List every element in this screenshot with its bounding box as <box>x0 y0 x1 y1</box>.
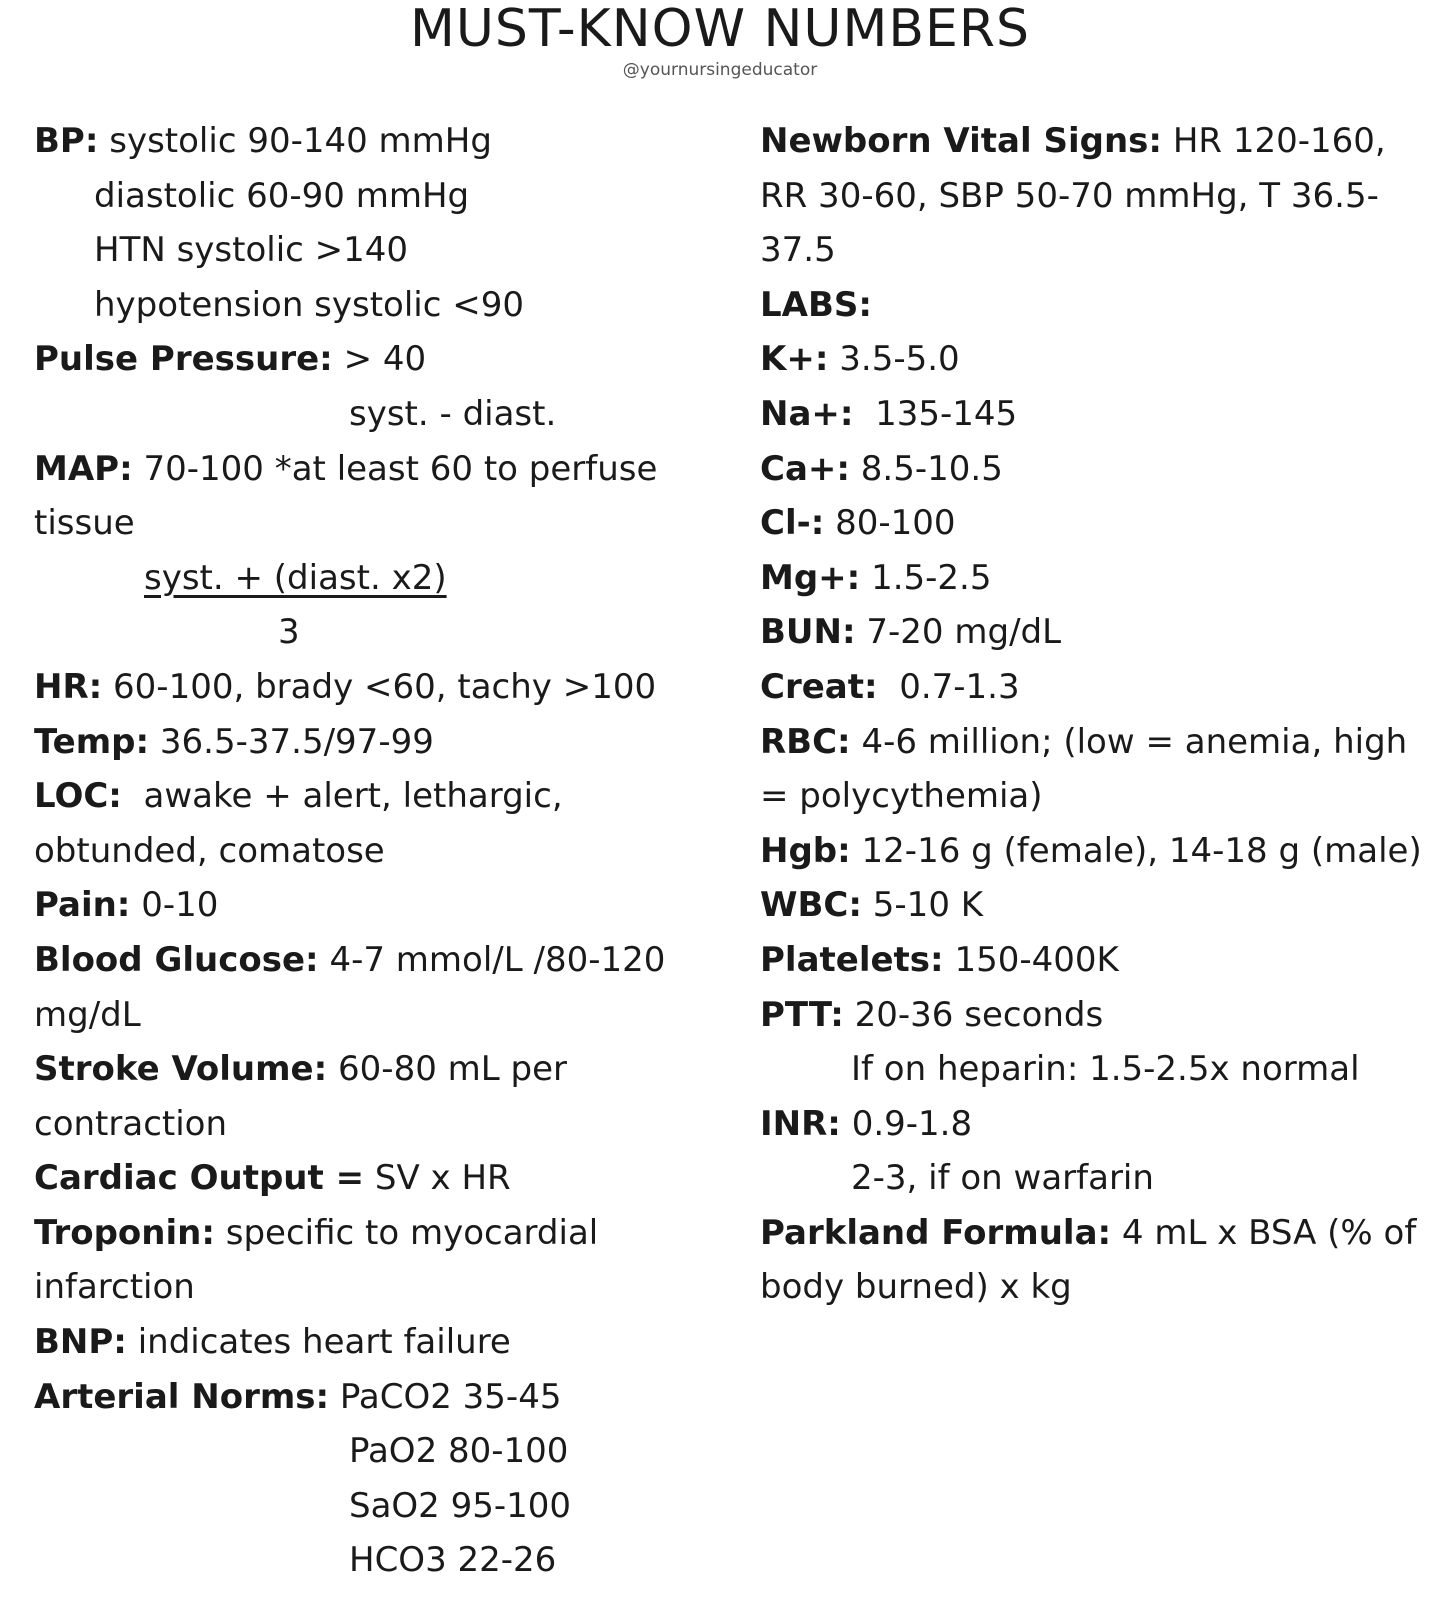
wbc-value: 5-10 K <box>872 885 984 926</box>
map-numerator-text: syst. + (diast. x2) <box>144 557 447 598</box>
arterial-pao2: PaO2 80-100 <box>349 1431 569 1472</box>
platelets-row <box>760 933 1440 988</box>
platelets-value: 150-400K <box>954 939 1119 980</box>
cardiac-output-row <box>34 1151 734 1206</box>
magnesium-label: Mg+: <box>760 557 861 598</box>
potassium-value: 3.5-5.0 <box>839 339 960 380</box>
pain-row <box>34 878 734 933</box>
troponin-continued: infarction <box>34 1267 195 1308</box>
wbc-label: WBC: <box>760 885 862 926</box>
sodium-value: 135-145 <box>875 393 1018 434</box>
bp-hypotension: hypotension systolic <90 <box>94 284 524 325</box>
temp-value: 36.5-37.5/97-99 <box>159 721 434 762</box>
rbc-continued: = polycythemia) <box>760 776 1043 817</box>
blood-glucose-row <box>34 933 734 988</box>
ptt-row <box>760 988 1440 1043</box>
map-row <box>34 442 734 497</box>
platelets-label: Platelets: <box>760 939 944 980</box>
blood-glucose-continued: mg/dL <box>34 994 141 1035</box>
potassium-row <box>760 332 1440 387</box>
stroke-volume-value: 60-80 mL per <box>338 1049 567 1090</box>
magnesium-value: 1.5-2.5 <box>871 557 992 598</box>
labs-label: LABS: <box>760 284 872 325</box>
newborn-value: HR 120-160, <box>1172 121 1386 161</box>
temp-label: Temp: <box>34 721 150 762</box>
wbc-row <box>760 878 1440 933</box>
calcium-label: Ca+: <box>760 448 850 489</box>
map-label: MAP: <box>34 448 133 489</box>
pain-label: Pain: <box>34 885 131 926</box>
chloride-row <box>760 496 1440 551</box>
parkland-label: Parkland Formula: <box>760 1212 1112 1253</box>
inr-row <box>760 1097 1440 1152</box>
map-formula-numerator <box>34 551 734 606</box>
map-value: 70-100 *at least 60 to perfuse <box>143 448 658 489</box>
bp-diastolic: diastolic 60-90 mmHg <box>94 175 470 216</box>
newborn-continued: RR 30-60, SBP 50-70 mmHg, T 36.5- <box>760 175 1379 216</box>
creatinine-label: Creat: <box>760 666 878 707</box>
labs-heading <box>760 278 1440 333</box>
bnp-value: indicates heart failure <box>137 1322 511 1363</box>
bp-systolic: systolic 90-140 mmHg <box>109 121 492 161</box>
troponin-row <box>34 1206 734 1261</box>
arterial-sao2: SaO2 95-100 <box>349 1485 572 1526</box>
pain-value: 0-10 <box>141 885 219 926</box>
bp-row <box>34 114 734 169</box>
potassium-label: K+: <box>760 339 829 380</box>
parkland-row <box>760 1206 1440 1261</box>
sodium-label: Na+: <box>760 393 854 434</box>
chloride-label: Cl-: <box>760 503 825 544</box>
cardiac-output-value: SV x HR <box>374 1158 511 1199</box>
pulse-pressure-value: > 40 <box>343 339 427 380</box>
left-column <box>34 114 734 1588</box>
ptt-heparin: If on heparin: 1.5-2.5x normal <box>851 1049 1360 1090</box>
map-value-continued: tissue <box>34 503 135 544</box>
bnp-row <box>34 1315 734 1370</box>
blood-glucose-value: 4-7 mmol/L /80-120 <box>329 939 666 980</box>
hr-row <box>34 660 734 715</box>
bun-value: 7-20 mg/dL <box>866 612 1062 653</box>
rbc-value: 4-6 million; (low = anemia, high <box>861 721 1408 762</box>
creatinine-row <box>760 660 1440 715</box>
temp-row <box>34 715 734 770</box>
calcium-value: 8.5-10.5 <box>860 448 1003 489</box>
right-column <box>760 114 1440 1315</box>
blood-glucose-label: Blood Glucose: <box>34 939 319 980</box>
page-title: MUST-KNOW NUMBERS <box>409 0 1031 59</box>
newborn-label: Newborn Vital Signs: <box>760 121 1163 161</box>
bun-row <box>760 605 1440 660</box>
pulse-pressure-row <box>34 332 734 387</box>
arterial-paco2: PaCO2 35-45 <box>339 1376 562 1417</box>
inr-warfarin: 2-3, if on warfarin <box>851 1158 1154 1199</box>
bnp-label: BNP: <box>34 1322 127 1363</box>
stroke-volume-row <box>34 1042 734 1097</box>
parkland-value: 4 mL x BSA (% of <box>1121 1212 1417 1253</box>
inr-label: INR: <box>760 1103 841 1144</box>
pulse-pressure-formula: syst. - diast. <box>349 393 557 434</box>
newborn-row <box>760 114 1440 169</box>
loc-label: LOC: <box>34 776 122 817</box>
author-handle: @yournursingeducator <box>622 60 818 80</box>
arterial-norms-row <box>34 1370 734 1425</box>
cardiac-output-label: Cardiac Output = <box>34 1158 365 1199</box>
creatinine-value: 0.7-1.3 <box>899 666 1020 707</box>
newborn-continued-2: 37.5 <box>760 230 836 271</box>
arterial-norms-label: Arterial Norms: <box>34 1376 330 1417</box>
ptt-value: 20-36 seconds <box>854 994 1104 1035</box>
bp-htn: HTN systolic >140 <box>94 230 409 271</box>
loc-value: awake + alert, lethargic, <box>143 776 563 817</box>
sodium-row <box>760 387 1440 442</box>
loc-row <box>34 769 734 824</box>
bun-label: BUN: <box>760 612 856 653</box>
stroke-volume-label: Stroke Volume: <box>34 1049 328 1090</box>
rbc-label: RBC: <box>760 721 851 762</box>
ptt-label: PTT: <box>760 994 844 1035</box>
arterial-hco3: HCO3 22-26 <box>349 1540 557 1581</box>
hgb-row <box>760 824 1440 879</box>
rbc-row <box>760 715 1440 770</box>
inr-value: 0.9-1.8 <box>851 1103 973 1144</box>
hr-label: HR: <box>34 666 103 707</box>
bp-label: BP: <box>34 121 99 161</box>
chloride-value: 80-100 <box>835 503 956 544</box>
hr-value: 60-100, brady <60, tachy >100 <box>113 666 657 707</box>
magnesium-row <box>760 551 1440 606</box>
pulse-pressure-label: Pulse Pressure: <box>34 339 333 380</box>
calcium-row <box>760 442 1440 497</box>
troponin-value: specific to myocardial <box>225 1212 599 1253</box>
hgb-label: Hgb: <box>760 830 851 871</box>
stroke-volume-continued: contraction <box>34 1103 228 1144</box>
loc-value-continued: obtunded, comatose <box>34 830 385 871</box>
hgb-value: 12-16 g (female), 14-18 g (male) <box>861 830 1422 871</box>
troponin-label: Troponin: <box>34 1212 215 1253</box>
parkland-continued: body burned) x kg <box>760 1267 1072 1308</box>
map-formula-denominator: 3 <box>278 612 300 653</box>
